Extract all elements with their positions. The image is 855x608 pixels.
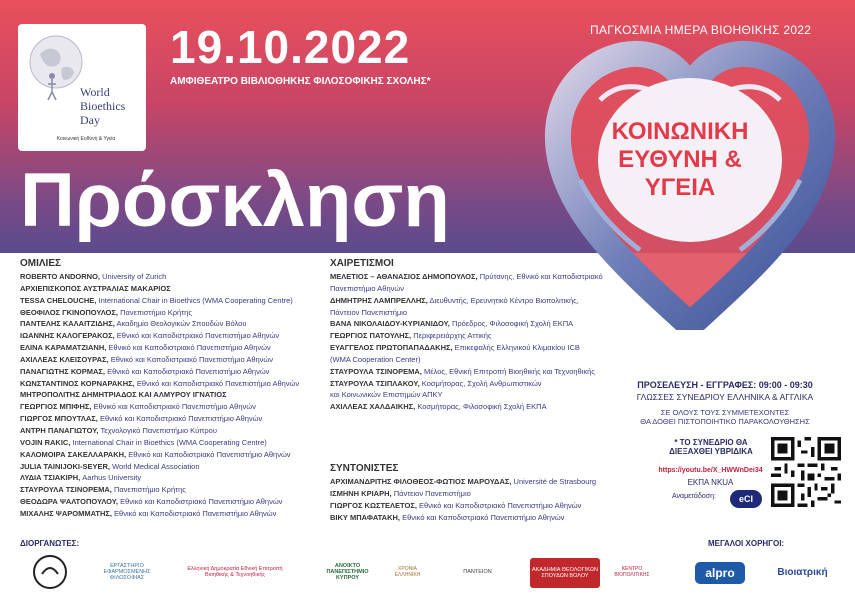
event-date: 19.10.2022 [170, 21, 411, 73]
event-venue: ΑΜΦΙΘΕΑΤΡΟ ΒΙΒΛΙΟΘΗΚΗΣ ΦΙΛΟΣΟΦΙΚΗΣ ΣΧΟΛΗΣ* [170, 76, 431, 87]
person-name: ΑΡΧΙΜΑΝΔΡΙΤΗΣ ΦΙΛΟΘΕΟΣ-ΦΩΤΙΟΣ ΜΑΡΟΥΔΑΣ, [330, 477, 512, 486]
list-item [20, 318, 299, 330]
person-name: ΓΕΩΡΓΙΟΣ ΠΑΤΟΥΛΗΣ, [330, 331, 412, 341]
person-name: ΓΕΩΡΓΙΟΣ ΜΠΙΦΗΣ, [20, 402, 92, 412]
list-item [330, 500, 596, 512]
person-affiliation: Πάντειον Πανεπιστήμιο [330, 307, 408, 317]
org-logo-anniversary: ΧΡΟΝΙΑ ΕΛΛΗΝΙΚΗ [394, 566, 421, 578]
list-item [330, 318, 603, 330]
person-name: ΕΛΙΝΑ ΚΑΡΑΜΑΤΖΙΑΝΗ, [20, 343, 107, 353]
org-logo-biopolitics: ΚΕΝΤΡΟ ΒΙΟΠΟΛΙΤΙΚΗΣ [614, 566, 650, 578]
certificate-line-2: ΘΑ ΔΟΘΕΙ ΠΙΣΤΟΠΟΙΗΤΙΚΟ ΠΑΡΑΚΟΛΟΥΘΗΣΗΣ [640, 417, 810, 426]
list-item [20, 295, 299, 307]
world-day-label: ΠΑΓΚΟΣΜΙΑ ΗΜΕΡΑ ΒΙΟΗΘΙΚΗΣ 2022 [590, 23, 812, 37]
theme-line-1: ΚΟΙΝΩΝΙΚΗ [611, 118, 749, 145]
person-affiliation: Εθνικό και Καποδιστριακό Πανεπιστήμιο Αθηνών [114, 508, 277, 518]
list-item [330, 512, 596, 524]
logo-caption: Κοινωνική Ευθύνη & Υγεία [56, 136, 116, 142]
person-name: ΑΧΙΛΛΕΑΣ ΚΛΕΙΣΟΥΡΑΣ, [20, 354, 109, 364]
list-item [20, 342, 299, 354]
person-affiliation: International Chair in Bioethics (WMA Cooperating Centre) [98, 295, 293, 305]
person-name: ΛΥΔΙΑ ΤΣΙΑΚΙΡΗ, [20, 473, 81, 483]
person-name: ROBERTO ANDORNO, [20, 272, 101, 281]
person-affiliation: Πάντειον Πανεπιστήμιο [393, 488, 471, 498]
speeches-heading: ΟΜΙΛΙΕΣ [20, 258, 62, 269]
person-name: ΕΥΑΓΓΕΛΟΣ ΠΡΩΤΟΠΑΠΑΔΑΚΗΣ, [330, 343, 453, 353]
person-affiliation: Εθνικό και Καποδιστριακό Πανεπιστήμιο Αθηνών [99, 414, 263, 424]
list-item [330, 330, 603, 342]
list-item [20, 366, 299, 378]
person-affiliation: Πανεπιστήμιο Κρήτης [120, 307, 192, 317]
person-affiliation: Εθνικό και Καποδιστριακό Πανεπιστήμιο Αθηνών [419, 500, 582, 510]
person-affiliation: Περιφερειάρχης Αττικής [413, 331, 492, 341]
relay-label: Αναμετάδοση: [672, 493, 716, 500]
person-affiliation: Εθνικό και Καποδιστριακό Πανεπιστήμιο Αθηνών [120, 497, 283, 507]
person-affiliation: World Medical Association [112, 461, 200, 471]
sponsor-logo-bioiatriki: Βιοιατρική [777, 566, 828, 578]
person-name: ΓΙΩΡΓΟΣ ΚΩΣΤΕΛΕΤΟΣ, [330, 500, 417, 510]
list-item [20, 425, 299, 437]
person-name: ΠΑΝΑΓΙΩΤΗΣ ΚΟΡΜΑΣ, [20, 366, 106, 376]
person-affiliation: University of Zurich [102, 272, 167, 281]
globe-figure-icon [26, 32, 86, 102]
organizers-label: ΔΙΟΡΓΑΝΩΤΕΣ: [20, 539, 80, 548]
greetings-list [330, 271, 603, 413]
person-name: ΚΩΝΣΤΑΝΤΙΝΟΣ ΚΟΡΝΑΡΑΚΗΣ, [20, 378, 135, 388]
list-item [330, 476, 596, 488]
coordinators-heading: ΣΥΝΤΟΝΙΣΤΕΣ [330, 463, 399, 474]
org-logo-bioethics-committee: Ελληνική Δημοκρατία Εθνική Επιτροπή Βιοηθικής & Τεχνοηθικής [187, 566, 283, 578]
list-item [330, 366, 603, 378]
list-item [20, 307, 299, 319]
list-item [20, 496, 299, 508]
person-name: ΙΩΑΝΝΗΣ ΚΑΛΟΓΕΡΑΚΟΣ, [20, 331, 115, 341]
person-affiliation: και Κοινωνικών Επιστημών ΑΠΚΥ [330, 390, 443, 400]
person-affiliation: Εθνικό και Καποδιστριακό Πανεπιστήμιο Αθηνών [107, 366, 270, 376]
theme-line-2: ΕΥΘΥΝΗ & [618, 146, 742, 173]
person-affiliation: Μέλος, Εθνική Επιτροπή Βιοηθικής και Τεχνοηθικής [423, 366, 595, 376]
person-name: ΔΗΜΗΤΡΗΣ ΛΑΜΠΡΕΛΛΗΣ, [330, 295, 428, 305]
person-affiliation: Πανεπιστήμιο Κρήτης [113, 485, 186, 495]
person-affiliation: Πρύτανης, Εθνικό και Καποδιστριακό [479, 272, 603, 281]
person-name: ΑΧΙΛΛΕΑΣ ΧΑΛΔΑΙΚΗΣ, [330, 402, 416, 412]
coordinators-list [330, 476, 596, 523]
conference-languages: ΓΛΩΣΣΕΣ ΣΥΝΕΔΡΙΟΥ ΕΛΛΗΝΙΚΑ & ΑΓΓΛΙΚΑ [636, 392, 814, 402]
person-affiliation: Πανεπιστήμιο Αθηνών [330, 283, 404, 293]
registration-time: ΠΡΟΣΕΛΕΥΣΗ - ΕΓΓΡΑΦΕΣ: 09:00 - 09:30 [637, 380, 813, 390]
world-bioethics-day-logo [18, 24, 146, 151]
person-name: ΑΡΧΙΕΠΙΣΚΟΠΟΣ ΑΥΣΤΡΑΛΙΑΣ ΜΑΚΑΡΙΟΣ [20, 283, 171, 293]
person-name: ΘΕΟΔΩΡΑ ΨΑΛΤΟΠΟΥΛΟΥ, [20, 497, 119, 507]
qr-code-icon[interactable] [771, 437, 841, 507]
theme-title [580, 118, 780, 202]
list-item [330, 307, 603, 319]
person-name: VOJIN RAKIC, [20, 437, 71, 447]
org-logo-volos-academy: ΑΚΑΔΗΜΙΑ ΘΕΟΛΟΓΙΚΩΝ ΣΠΟΥΔΩΝ ΒΟΛΟΥ [530, 558, 600, 588]
list-item [20, 389, 299, 401]
person-name: ΣΤΑΥΡΟΥΛΑ ΤΣΙΝΟΡΕΜΑ, [20, 485, 112, 495]
list-item [330, 295, 603, 307]
person-affiliation: Εθνικό και Καποδιστριακό Πανεπιστήμιο Αθηνών [116, 331, 280, 341]
org-logo-open-university-cyprus: ΑΝΟΙΚΤΟ ΠΑΝΕΠΙΣΤΗΜΙΟ ΚΥΠΡΟΥ [326, 563, 369, 581]
person-name: ΠΑΝΤΕΛΗΣ ΚΑΛΑΙΤΖΙΔΗΣ, [20, 319, 115, 329]
list-item [20, 449, 299, 461]
person-name: ΣΤΑΥΡΟΥΛΑ ΤΣΙΝΟΡΕΜΑ, [330, 366, 422, 376]
list-item [20, 283, 299, 295]
person-name: ΙΣΜΗΝΗ ΚΡΙΑΡΗ, [330, 488, 392, 498]
person-affiliation: Κοσμήτορας, Σχολή Ανθρωπιστικών [421, 378, 542, 388]
person-name: ΘΕΟΦΙΛΟΣ ΓΚΙΝΟΠΟΥΛΟΣ, [20, 307, 118, 317]
list-item [330, 342, 603, 354]
list-item [20, 484, 299, 496]
list-item [20, 378, 299, 390]
list-item [20, 354, 299, 366]
list-item [330, 283, 603, 295]
person-affiliation: Εθνικό και Καποδιστριακό Πανεπιστήμιο Αθηνών [402, 512, 565, 522]
person-name: ΒΑΝΑ ΝΙΚΟΛΑΙΔΟΥ-ΚΥΡΙΑΝΙΔΟΥ, [330, 319, 450, 329]
list-item [20, 437, 299, 449]
hybrid-notice: * ΤΟ ΣΥΝΕΔΡΙΟ ΘΑ ΔΙΕΞΑΧΘΕΙ ΥΒΡΙΔΙΚΑ [669, 438, 753, 456]
list-item [20, 472, 299, 484]
page-title: Πρόσκληση [20, 158, 450, 243]
icb-emblem-icon [30, 554, 70, 590]
person-affiliation: Κοσμήτορας, Φιλοσοφική Σχολή ΕΚΠΑ [417, 402, 547, 412]
person-affiliation: Εθνικό και Καποδιστριακό Πανεπιστήμιο Αθηνών [93, 402, 256, 412]
eci-logo: eCI [730, 490, 762, 508]
list-item [330, 488, 596, 500]
person-affiliation: Aarhus University [82, 473, 142, 483]
list-item [330, 271, 603, 283]
speeches-list [20, 271, 299, 520]
youtube-link[interactable]: https://youtu.be/X_HWWnDei34 [658, 467, 763, 474]
person-name: ΜΕΛΕΤΙΟΣ – ΑΘΑΝΑΣΙΟΣ ΔΗΜΟΠΟΥΛΟΣ, [330, 272, 478, 281]
person-name: JULIA TAINIJOKI-SEYER, [20, 461, 111, 471]
person-affiliation: Εθνικό και Καποδιστριακό Πανεπιστήμιο Αθηνών [110, 354, 274, 364]
person-name: ΚΑΛΟΜΟΙΡΑ ΣΑΚΕΛΛΑΡΑΚΗ, [20, 449, 127, 459]
greetings-heading: ΧΑΙΡΕΤΙΣΜΟΙ [330, 258, 394, 269]
person-name: TESSA CHELOUCHE, [20, 295, 97, 305]
person-affiliation: Διευθυντής, Ερευνητικό Κέντρο Βιοπολιτικής, [429, 295, 579, 305]
org-logo-icb [22, 552, 78, 592]
sponsor-logo-alpro: alpro [695, 562, 745, 584]
person-name: ΣΤΑΥΡΟΥΛΑ ΤΣΙΠΛΑΚΟΥ, [330, 378, 420, 388]
person-affiliation: Πρόεδρος, Φιλοσοφική Σχολή ΕΚΠΑ [451, 319, 574, 329]
list-item [330, 354, 603, 366]
org-logo-applied-philosophy: ΕΡΓΑΣΤΗΡΙΟ ΕΦΑΡΜΟΣΜΕΝΗΣ ΦΙΛΟΣΟΦΙΑΣ [103, 563, 151, 581]
person-affiliation: Université de Strasbourg [513, 477, 597, 486]
stream-org: ΕΚΠΑ ΝΚUA [687, 478, 734, 487]
person-affiliation: Τεχνολογικό Πανεπιστήμιο Κύπρου [100, 425, 217, 435]
theme-line-3: ΥΓΕΙΑ [644, 174, 716, 201]
person-affiliation: (WMA Cooperation Center) [330, 354, 421, 364]
list-item [20, 413, 299, 425]
person-affiliation: Εθνικό και Καποδιστριακό Πανεπιστήμιο Αθηνών [108, 343, 271, 353]
person-name: ΒΙΚΥ ΜΠΑΦΑΤΑΚΗ, [330, 512, 400, 522]
person-affiliation: Εθνικό και Καποδιστριακό Πανεπιστήμιο Αθηνών [128, 449, 291, 459]
person-name: ΑΝΤΡΗ ΠΑΝΑΓΙΩΤΟΥ, [20, 425, 99, 435]
logo-text-day: Day [80, 113, 100, 127]
list-item [20, 508, 299, 520]
person-name: ΜΗΤΡΟΠΟΛΙΤΗΣ ΔΗΜΗΤΡΙΑΔΟΣ ΚΑΙ ΑΛΜΥΡΟΥ ΙΓΝΑΤΙΟΣ [20, 390, 227, 400]
list-item [20, 461, 299, 473]
list-item [330, 401, 603, 413]
logo-text-bioethics: Bioethics [80, 99, 126, 113]
list-item [20, 271, 299, 283]
org-logo-panteion: ΠΑΝΤΕΙΟΝ [463, 569, 492, 575]
person-affiliation: Ακαδημία Θεολογικών Σπουδών Βόλου [116, 319, 247, 329]
person-name: ΓΙΩΡΓΟΣ ΜΠΟΥΤΛΑΣ, [20, 414, 98, 424]
list-item [330, 389, 603, 401]
logo-text-world: World [80, 85, 110, 99]
list-item [20, 401, 299, 413]
list-item [20, 330, 299, 342]
sponsors-label: ΜΕΓΑΛΟΙ ΧΟΡΗΓΟΙ: [708, 539, 785, 548]
person-affiliation: Εθνικό και Καποδιστριακό Πανεπιστήμιο Αθηνών [136, 378, 300, 388]
certificate-line-1: ΣΕ ΟΛΟΥΣ ΤΟΥΣ ΣΥΜΜΕΤΕΧΟΝΤΕΣ [660, 408, 790, 417]
person-affiliation: International Chair in Bioethics (WMA Cooperating Centre) [72, 437, 267, 447]
list-item [330, 378, 603, 390]
registration-info [620, 380, 830, 426]
person-affiliation: Επικεφαλής Ελληνικού Κλιμακίου ICB [454, 343, 580, 353]
person-name: ΜΙΧΑΛΗΣ ΨΑΡΟΜΜΑΤΗΣ, [20, 508, 112, 518]
